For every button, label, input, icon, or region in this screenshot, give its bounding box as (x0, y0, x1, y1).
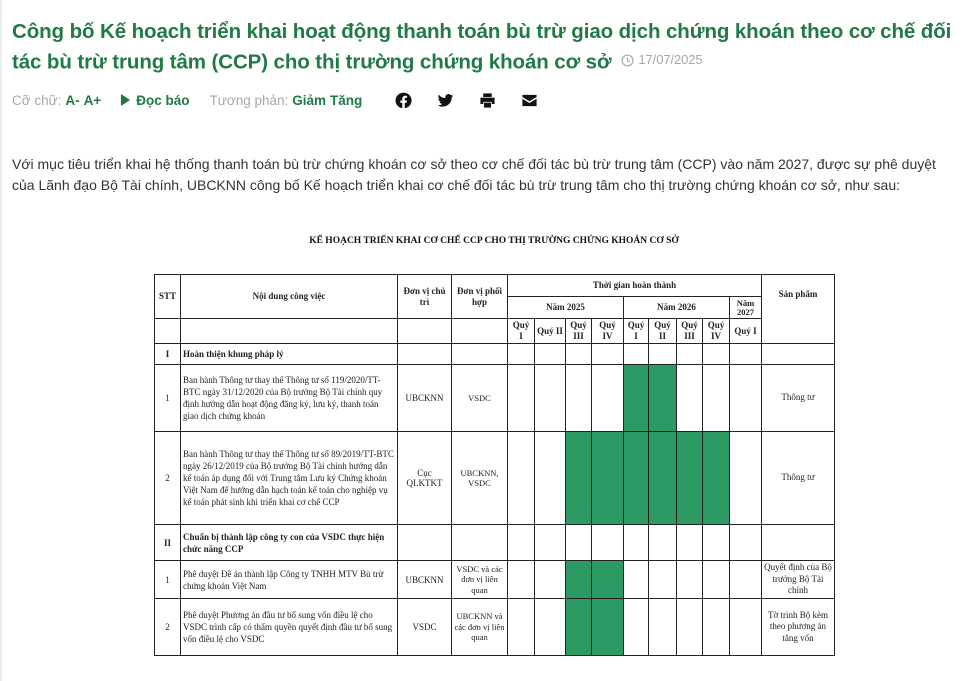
row-stt: II (155, 525, 181, 561)
contrast-label: Tương phản: (209, 92, 289, 108)
gantt-cell (677, 344, 703, 365)
row-task: Ban hành Thông tư thay thế Thông tư số 119/2020/TT-BTC ngày 31/12/2020 của Bộ trưởng Bộ Tài chính quy định hướng dẫn hoạt động đăng ký, lưu ký, thanh toán giao dịch chứng khoán (181, 365, 398, 432)
gantt-cell (592, 525, 624, 561)
row-lead-unit: Cục QLKTKT (398, 432, 452, 525)
row-lead-unit (398, 344, 452, 365)
gantt-cell (677, 561, 703, 599)
row-coord-unit (452, 525, 508, 561)
article-toolbar (12, 90, 538, 110)
header-stt: STT (155, 275, 181, 319)
row-product: Quyết định của Bộ trưởng Bộ Tài chính (762, 561, 835, 599)
gantt-cell (566, 365, 592, 432)
article-intro: Với mục tiêu triển khai hệ thống thanh toán bù trừ chứng khoán cơ sở theo cơ chế đối tác bù trừ trung tâm (CCP) vào năm 2027, được sự phê duyệt của Lãnh đạo Bộ Tài chính, UBCKNN công bố Kế hoạch triển khai cơ chế đối tác bù trừ trung tâm cho thị trường chứng khoán cơ sở, như sau: (12, 156, 936, 193)
facebook-share-button[interactable] (394, 91, 412, 109)
gantt-cell (508, 432, 535, 525)
font-decrease-button[interactable]: A- (65, 92, 80, 108)
font-size-controls (12, 93, 101, 108)
header-row-3 (155, 319, 835, 344)
gantt-cell (566, 525, 592, 561)
header-year-2027: Năm 2027 (730, 297, 762, 319)
facebook-icon (395, 92, 412, 109)
page-left-border (0, 0, 2, 681)
header-coord-unit: Đơn vị phối hợp (452, 275, 508, 319)
gantt-cell (566, 344, 592, 365)
header-timeline: Thời gian hoàn thành (508, 275, 762, 297)
header-product: Sản phẩm (762, 275, 835, 344)
gantt-cell (649, 599, 677, 656)
gantt-cell (730, 525, 762, 561)
gantt-cell-active (649, 365, 677, 432)
gantt-cell (592, 365, 624, 432)
header-task: Nội dung công việc (181, 275, 398, 319)
gantt-cell (649, 344, 677, 365)
article-date (621, 46, 702, 74)
row-task: Ban hành Thông tư thay thế Thông tư số 89/2019/TT-BTC ngày 26/12/2019 của Bộ trưởng Bộ Tài chính hướng dẫn kế toán áp dụng đối với Trung tâm Lưu ký Chứng khoán Việt Nam để hướng dẫn hạch toán kế toán cho nghiệp vụ kế toán phát sinh khi triển khai cơ chế CCP (181, 432, 398, 525)
gantt-cell (535, 365, 566, 432)
header-lead-unit: Đơn vị chủ trì (398, 275, 452, 319)
contrast-increase-button[interactable]: Tăng (330, 92, 363, 108)
row-lead-unit: VSDC (398, 599, 452, 656)
gantt-cell (624, 525, 649, 561)
contrast-controls (210, 93, 363, 108)
gantt-cell-active (592, 599, 624, 656)
header-row-1 (155, 275, 835, 297)
header-q2-2025: Quý II (535, 319, 566, 344)
gantt-cell (730, 599, 762, 656)
row-coord-unit (452, 344, 508, 365)
contrast-decrease-button[interactable]: Giảm (292, 92, 327, 108)
row-lead-unit: UBCKNN (398, 561, 452, 599)
task-row (155, 365, 835, 432)
gantt-cell (624, 599, 649, 656)
gantt-cell-active (624, 432, 649, 525)
gantt-cell-active (624, 365, 649, 432)
row-coord-unit: VSDC và các đơn vị liên quan (452, 561, 508, 599)
gantt-cell (730, 561, 762, 599)
print-button[interactable] (478, 91, 496, 109)
read-aloud-button[interactable] (121, 93, 189, 108)
row-task: Hoàn thiện khung pháp lý (181, 344, 398, 365)
share-buttons (394, 91, 538, 109)
gantt-cell-active (592, 561, 624, 599)
header-q1-2025: Quý I (508, 319, 535, 344)
gantt-cell (677, 525, 703, 561)
row-product: Thông tư (762, 432, 835, 525)
task-row (155, 599, 835, 656)
font-increase-button[interactable]: A+ (83, 92, 102, 108)
header-q4-2025: Quý IV (592, 319, 624, 344)
clock-icon (621, 54, 634, 67)
gantt-cell (535, 344, 566, 365)
article-title-text: Công bố Kế hoạch triển khai hoạt động thanh toán bù trừ giao dịch chứng khoán theo cơ chế đối tác bù trừ trung tâm (CCP) cho thị trường chứng khoán cơ sở (12, 20, 952, 74)
ccp-plan-table (154, 274, 835, 656)
row-stt: 1 (155, 365, 181, 432)
gantt-cell-active (677, 432, 703, 525)
gantt-cell (592, 344, 624, 365)
print-icon (479, 92, 496, 109)
twitter-icon (437, 92, 454, 109)
gantt-cell (535, 525, 566, 561)
email-icon (521, 92, 538, 109)
gantt-cell (535, 432, 566, 525)
gantt-cell-active (649, 432, 677, 525)
gantt-cell (508, 561, 535, 599)
row-coord-unit: UBCKNN và các đơn vị liên quan (452, 599, 508, 656)
plan-table-title: KẾ HOẠCH TRIỂN KHAI CƠ CHẾ CCP CHO THỊ TRƯỜNG CHỨNG KHOÁN CƠ SỞ (309, 236, 679, 246)
gantt-cell (508, 525, 535, 561)
header-blank-task (181, 319, 398, 344)
gantt-cell-active (703, 432, 730, 525)
section-row (155, 344, 835, 365)
font-size-label: Cỡ chữ: (12, 92, 62, 108)
gantt-cell (703, 561, 730, 599)
row-task: Phê duyệt Phương án đầu tư bổ sung vốn điều lệ cho VSDC trình cấp có thẩm quyền quyết định đầu tư bổ sung vốn điều lệ cho VSDC (181, 599, 398, 656)
gantt-cell (703, 344, 730, 365)
header-blank-coord (452, 319, 508, 344)
row-coord-unit: UBCKNN, VSDC (452, 432, 508, 525)
read-aloud-label: Đọc báo (136, 92, 190, 108)
header-year-2025: Năm 2025 (508, 297, 624, 319)
row-stt: 2 (155, 432, 181, 525)
row-lead-unit (398, 525, 452, 561)
header-q1-2027: Quý I (730, 319, 762, 344)
gantt-cell (624, 561, 649, 599)
row-task: Phê duyệt Đề án thành lập Công ty TNHH MTV Bù trừ chứng khoán Việt Nam (181, 561, 398, 599)
gantt-cell (649, 561, 677, 599)
task-row (155, 432, 835, 525)
plan-table-body (155, 344, 835, 656)
gantt-cell (703, 599, 730, 656)
header-q3-2025: Quý III (566, 319, 592, 344)
row-product: Thông tư (762, 365, 835, 432)
row-product: Tờ trình Bộ kèm theo phương án tăng vốn (762, 599, 835, 656)
article-date-text: 17/07/2025 (638, 52, 703, 67)
row-coord-unit: VSDC (452, 365, 508, 432)
gantt-cell (730, 365, 762, 432)
row-task: Chuẩn bị thành lập công ty con của VSDC thực hiện chức năng CCP (181, 525, 398, 561)
row-product (762, 525, 835, 561)
row-stt: 1 (155, 561, 181, 599)
gantt-cell (730, 432, 762, 525)
gantt-cell (535, 561, 566, 599)
header-q2-2026: Quý II (649, 319, 677, 344)
header-q1-2026: Quý I (624, 319, 649, 344)
gantt-cell-active (566, 432, 592, 525)
gantt-cell (677, 599, 703, 656)
task-row (155, 561, 835, 599)
email-share-button[interactable] (520, 91, 538, 109)
header-year-2026: Năm 2026 (624, 297, 730, 319)
gantt-cell-active (566, 599, 592, 656)
row-stt: 2 (155, 599, 181, 656)
gantt-cell-active (566, 561, 592, 599)
gantt-cell (508, 599, 535, 656)
gantt-cell (624, 344, 649, 365)
row-product (762, 344, 835, 365)
play-icon (121, 94, 130, 106)
gantt-cell (730, 344, 762, 365)
header-blank-lead (398, 319, 452, 344)
header-blank-stt (155, 319, 181, 344)
gantt-cell (508, 365, 535, 432)
header-q4-2026: Quý IV (703, 319, 730, 344)
gantt-cell (535, 599, 566, 656)
gantt-cell (703, 365, 730, 432)
row-stt: I (155, 344, 181, 365)
row-lead-unit: UBCKNN (398, 365, 452, 432)
gantt-cell (649, 525, 677, 561)
header-q3-2026: Quý III (677, 319, 703, 344)
gantt-cell (703, 525, 730, 561)
gantt-cell (677, 365, 703, 432)
twitter-share-button[interactable] (436, 91, 454, 109)
section-row (155, 525, 835, 561)
article-title (12, 18, 952, 77)
gantt-cell-active (592, 432, 624, 525)
gantt-cell (508, 344, 535, 365)
